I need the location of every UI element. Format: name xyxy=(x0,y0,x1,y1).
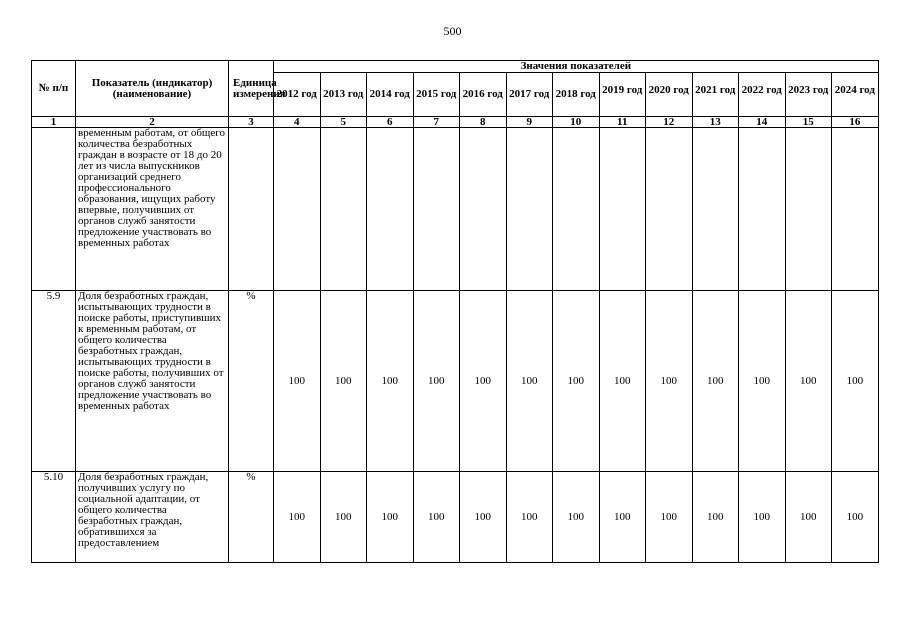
row-number: 5.9 xyxy=(32,291,76,472)
value-cell xyxy=(274,128,321,291)
header-year xyxy=(739,73,786,117)
header-year-label: 2022 год xyxy=(741,84,782,96)
header-year xyxy=(553,73,600,117)
value-cell: 100 xyxy=(506,291,553,472)
header-year xyxy=(274,73,321,117)
page-number: 500 xyxy=(443,24,462,38)
column-number: 16 xyxy=(832,117,879,128)
value-cell: 100 xyxy=(320,291,367,472)
header-name: Показатель (индикатор) (наименование) xyxy=(76,61,229,117)
value-cell: 100 xyxy=(320,472,367,563)
header-year-label: 2012 год xyxy=(276,88,317,100)
header-year-label: 2018 год xyxy=(555,88,596,100)
value-cell xyxy=(413,128,460,291)
header-year-label: 2013 год xyxy=(323,88,364,100)
row-number: 5.10 xyxy=(32,472,76,563)
value-cell xyxy=(506,128,553,291)
value-cell: 100 xyxy=(274,472,321,563)
value-cell: 100 xyxy=(599,472,646,563)
value-cell: 100 xyxy=(274,291,321,472)
column-number: 6 xyxy=(367,117,414,128)
unit-cell xyxy=(229,128,274,291)
column-number: 8 xyxy=(460,117,507,128)
value-cell xyxy=(692,128,739,291)
header-year-label: 2019 год xyxy=(602,84,643,96)
value-cell: 100 xyxy=(739,472,786,563)
header-year-label: 2021 год xyxy=(695,84,736,96)
column-number: 4 xyxy=(274,117,321,128)
unit-cell: % xyxy=(229,291,274,472)
column-number: 11 xyxy=(599,117,646,128)
indicator-name: Доля безработных граждан, испытывающих трудности в поиске работы, приступивших к временным работам, от общего количества безработных граждан, испытывающих трудности в поиске работы, получивших от органов служб занятости предложение участвовать во временных работах xyxy=(76,291,229,472)
column-number: 1 xyxy=(32,117,76,128)
column-number: 14 xyxy=(739,117,786,128)
value-cell: 100 xyxy=(460,291,507,472)
header-year xyxy=(460,73,507,117)
column-number: 3 xyxy=(229,117,274,128)
column-number: 9 xyxy=(506,117,553,128)
column-number: 13 xyxy=(692,117,739,128)
header-year xyxy=(320,73,367,117)
value-cell xyxy=(367,128,414,291)
header-year xyxy=(367,73,414,117)
header-year xyxy=(832,73,879,117)
header-year-label: 2015 год xyxy=(416,88,457,100)
indicator-name: Доля безработных граждан, получивших услугу по социальной адаптации, от общего количества безработных граждан, обратившихся за предоставлением xyxy=(76,472,229,563)
value-cell: 100 xyxy=(413,291,460,472)
value-cell xyxy=(785,128,832,291)
header-year-label: 2017 год xyxy=(509,88,550,100)
row-number xyxy=(32,128,76,291)
header-year xyxy=(413,73,460,117)
value-cell xyxy=(599,128,646,291)
header-year-label: 2016 год xyxy=(462,88,503,100)
value-cell: 100 xyxy=(599,291,646,472)
value-cell: 100 xyxy=(739,291,786,472)
value-cell xyxy=(320,128,367,291)
indicators-table xyxy=(31,60,879,563)
value-cell xyxy=(832,128,879,291)
value-cell xyxy=(646,128,693,291)
value-cell xyxy=(460,128,507,291)
value-cell: 100 xyxy=(832,291,879,472)
value-cell xyxy=(739,128,786,291)
value-cell: 100 xyxy=(367,472,414,563)
table-row xyxy=(32,291,879,472)
value-cell: 100 xyxy=(785,291,832,472)
column-number: 2 xyxy=(76,117,229,128)
header-year-label: 2023 год xyxy=(788,84,829,96)
column-number: 10 xyxy=(553,117,600,128)
column-number: 5 xyxy=(320,117,367,128)
value-cell: 100 xyxy=(692,472,739,563)
table-row xyxy=(32,128,879,291)
value-cell xyxy=(553,128,600,291)
header-year-label: 2014 год xyxy=(369,88,410,100)
indicator-name: временным работам, от общего количества безработных граждан в возрасте от 18 до 20 лет из числа выпускников организаций среднего профессионального образования, ищущих работу впервые, получивших от органов служб занятости предложение участвовать во временных работах xyxy=(76,128,229,291)
table-row xyxy=(32,472,879,563)
value-cell: 100 xyxy=(832,472,879,563)
value-cell: 100 xyxy=(646,472,693,563)
value-cell: 100 xyxy=(646,291,693,472)
value-cell: 100 xyxy=(553,472,600,563)
value-cell: 100 xyxy=(413,472,460,563)
header-num: № п/п xyxy=(32,61,76,117)
header-values-group: Значения показателей xyxy=(274,61,879,73)
value-cell: 100 xyxy=(460,472,507,563)
column-number: 7 xyxy=(413,117,460,128)
header-year-label: 2024 год xyxy=(834,84,875,96)
value-cell: 100 xyxy=(506,472,553,563)
header-year xyxy=(646,73,693,117)
header-year-label: 2020 год xyxy=(648,84,689,96)
value-cell: 100 xyxy=(785,472,832,563)
value-cell: 100 xyxy=(692,291,739,472)
value-cell: 100 xyxy=(553,291,600,472)
column-number: 15 xyxy=(785,117,832,128)
header-year xyxy=(692,73,739,117)
header-year xyxy=(599,73,646,117)
column-number: 12 xyxy=(646,117,693,128)
value-cell: 100 xyxy=(367,291,414,472)
header-year xyxy=(785,73,832,117)
unit-cell: % xyxy=(229,472,274,563)
header-unit: Единица измерения xyxy=(229,61,274,117)
header-year xyxy=(506,73,553,117)
